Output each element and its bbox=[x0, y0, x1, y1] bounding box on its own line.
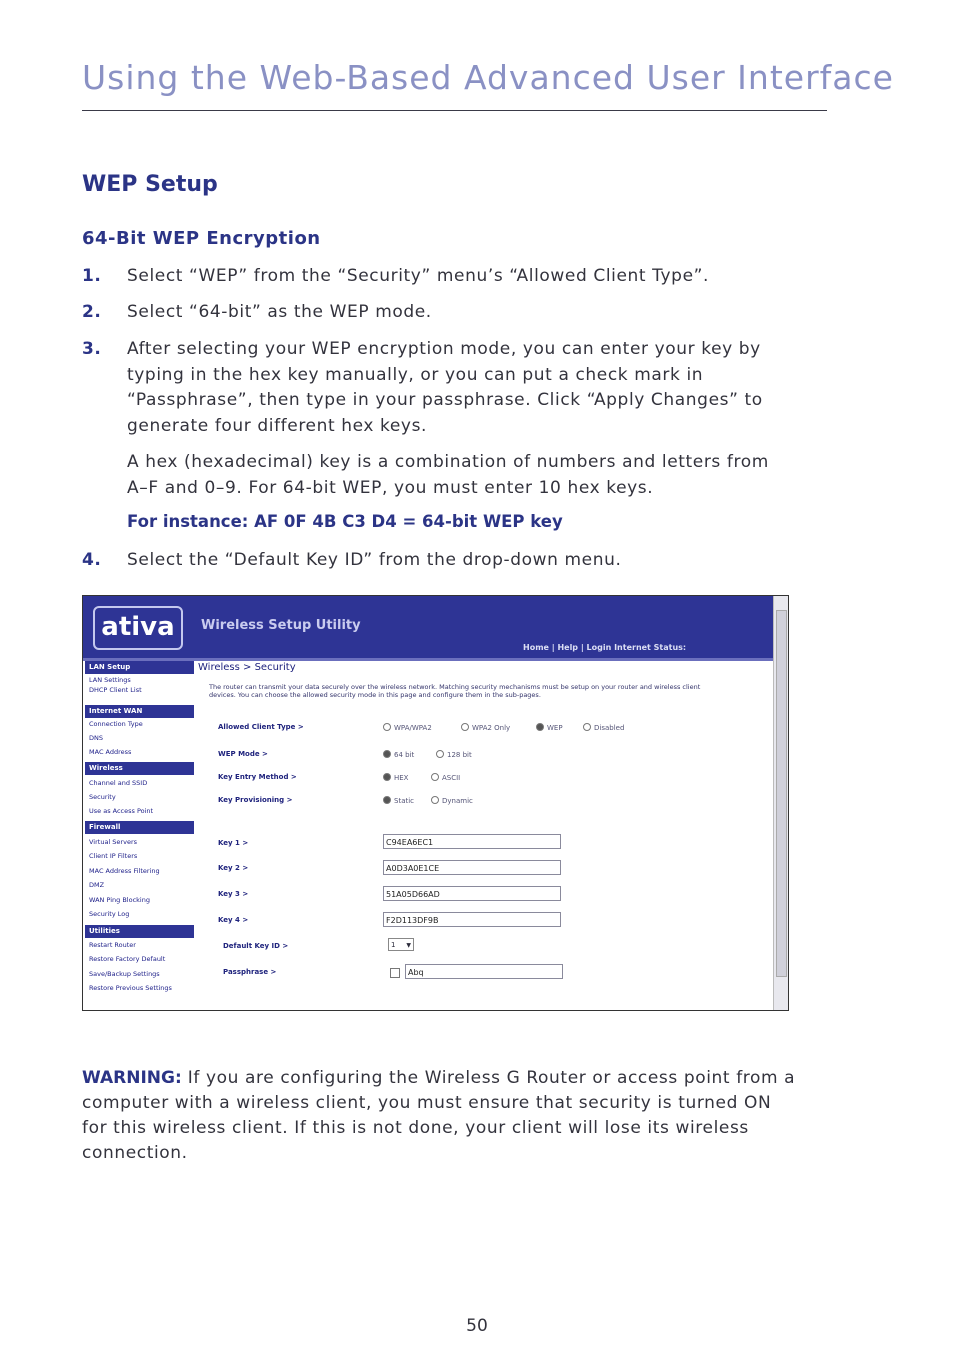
step-number: 2. bbox=[82, 302, 102, 322]
radio-icon bbox=[431, 796, 439, 804]
sidebar-item[interactable]: WAN Ping Blocking bbox=[89, 896, 150, 904]
radio-icon bbox=[431, 773, 439, 781]
sidebar bbox=[85, 661, 194, 1010]
wep-mode-label: WEP Mode > bbox=[218, 750, 268, 758]
sidebar-item[interactable]: Connection Type bbox=[89, 720, 143, 728]
warning-label: WARNING: bbox=[82, 1068, 182, 1088]
radio-icon bbox=[436, 750, 444, 758]
warning-note bbox=[82, 1066, 802, 1166]
sidebar-item[interactable]: MAC Address Filtering bbox=[89, 867, 160, 875]
radio-wep-64[interactable]: 64 bit bbox=[383, 750, 414, 759]
passphrase-label: Passphrase > bbox=[223, 968, 277, 976]
screen-page-title: Wireless > Security bbox=[198, 662, 296, 673]
instance-example: For instance: AF 0F 4B C3 D4 = 64-bit WEP key bbox=[127, 512, 563, 531]
app-title: Wireless Setup Utility bbox=[201, 618, 361, 633]
step-number: 4. bbox=[82, 550, 102, 570]
scrollbar[interactable] bbox=[773, 596, 788, 1010]
sidebar-head[interactable]: Utilities bbox=[85, 925, 194, 938]
warning-text: If you are configuring the Wireless G Router or access point from a computer with a wireless client, you must ensure that security is turned ON for this wireless client. If this is not done, your client will lose its wireless connection. bbox=[82, 1068, 796, 1163]
ativa-logo: ativa bbox=[93, 606, 183, 650]
step-number: 3. bbox=[82, 339, 102, 359]
radio-icon bbox=[383, 773, 391, 781]
sidebar-item[interactable]: Channel and SSID bbox=[89, 779, 148, 787]
radio-entry-ascii[interactable]: ASCII bbox=[431, 773, 460, 782]
step-text: Select “64-bit” as the WEP mode. bbox=[127, 302, 432, 322]
radio-client-disabled[interactable]: Disabled bbox=[583, 723, 624, 732]
sidebar-item[interactable]: DHCP Client List bbox=[89, 686, 142, 694]
router-screenshot bbox=[82, 595, 789, 1011]
sidebar-item[interactable]: DNS bbox=[89, 734, 103, 742]
allowed-client-type-label: Allowed Client Type > bbox=[218, 723, 304, 731]
radio-wep-128[interactable]: 128 bit bbox=[436, 750, 472, 759]
key2-input[interactable]: A0D3A0E1CE bbox=[383, 860, 561, 875]
default-key-id-label: Default Key ID > bbox=[223, 942, 289, 950]
passphrase-checkbox[interactable] bbox=[390, 968, 400, 978]
page-number: 50 bbox=[466, 1316, 488, 1336]
sidebar-item[interactable]: DMZ bbox=[89, 881, 105, 889]
section-title: WEP Setup bbox=[82, 172, 218, 197]
step-text: After selecting your WEP encryption mode, you can enter your key by typing in the hex key manually, or you can put a check mark in “Passphrase”, then type in your passphrase. Click “Apply Changes” to generate four different hex keys. bbox=[127, 339, 763, 436]
sidebar-item[interactable]: Use as Access Point bbox=[89, 807, 154, 815]
radio-icon bbox=[536, 723, 544, 731]
radio-client-wep[interactable]: WEP bbox=[536, 723, 563, 732]
key1-label: Key 1 > bbox=[218, 839, 249, 847]
key3-label: Key 3 > bbox=[218, 890, 249, 898]
step-3 bbox=[82, 337, 782, 441]
sidebar-item[interactable]: Client IP Filters bbox=[89, 852, 138, 860]
radio-client-wpa[interactable]: WPA/WPA2 bbox=[383, 723, 432, 732]
chevron-down-icon: ▼ bbox=[406, 942, 411, 949]
title-divider bbox=[82, 110, 827, 111]
sidebar-item[interactable]: Virtual Servers bbox=[89, 838, 138, 846]
default-key-select[interactable]: 1 ▼ bbox=[388, 938, 414, 951]
step-number: 1. bbox=[82, 266, 102, 286]
radio-prov-static[interactable]: Static bbox=[383, 796, 414, 805]
sidebar-item[interactable]: Security bbox=[89, 793, 116, 801]
app-header bbox=[83, 596, 773, 658]
key-entry-method-label: Key Entry Method > bbox=[218, 773, 297, 781]
step-text: Select “WEP” from the “Security” menu’s “Allowed Client Type”. bbox=[127, 266, 710, 286]
passphrase-input[interactable]: Abq bbox=[405, 964, 563, 979]
radio-icon bbox=[383, 723, 391, 731]
header-links: Home | Help | Login Internet Status: bbox=[523, 643, 687, 652]
radio-icon bbox=[461, 723, 469, 731]
radio-icon bbox=[583, 723, 591, 731]
page-title: Using the Web-Based Advanced User Interface bbox=[82, 58, 894, 97]
sidebar-item[interactable]: Restore Previous Settings bbox=[89, 984, 172, 992]
step-text: Select the “Default Key ID” from the drop-down menu. bbox=[127, 550, 622, 570]
sidebar-head[interactable]: Internet WAN bbox=[85, 705, 194, 718]
key4-label: Key 4 > bbox=[218, 916, 249, 924]
key-provisioning-label: Key Provisioning > bbox=[218, 796, 293, 804]
sub-title: 64-Bit WEP Encryption bbox=[82, 228, 321, 249]
key4-input[interactable]: F2D113DF9B bbox=[383, 912, 561, 927]
sidebar-item[interactable]: LAN Settings bbox=[89, 676, 131, 684]
sidebar-item[interactable]: MAC Address bbox=[89, 748, 132, 756]
sidebar-item[interactable]: Restart Router bbox=[89, 941, 136, 949]
hex-note: A hex (hexadecimal) key is a combination of numbers and letters from A–F and 0–9. For 64-bit WEP, you must enter 10 hex keys. bbox=[127, 452, 769, 498]
radio-entry-hex[interactable]: HEX bbox=[383, 773, 408, 782]
sidebar-head[interactable]: Wireless bbox=[85, 762, 194, 775]
radio-prov-dynamic[interactable]: Dynamic bbox=[431, 796, 473, 805]
sidebar-item[interactable]: Restore Factory Default bbox=[89, 955, 166, 963]
key1-input[interactable]: C94EA6EC1 bbox=[383, 834, 561, 849]
radio-icon bbox=[383, 750, 391, 758]
sidebar-item[interactable]: Save/Backup Settings bbox=[89, 970, 160, 978]
sidebar-head[interactable]: LAN Setup bbox=[85, 661, 194, 674]
step-1 bbox=[82, 264, 782, 290]
sidebar-head[interactable]: Firewall bbox=[85, 821, 194, 834]
scroll-thumb[interactable] bbox=[776, 610, 787, 977]
step-2 bbox=[82, 300, 782, 326]
screen-description: The router can transmit your data securely over the wireless network. Matching security mechanisms must be setup on your router and wireless client devices. You can choose the allowed security mode in this page and configure them in the sub-pages. bbox=[209, 683, 701, 699]
sidebar-item[interactable]: Security Log bbox=[89, 910, 130, 918]
key2-label: Key 2 > bbox=[218, 864, 249, 872]
key3-input[interactable]: 51A05D66AD bbox=[383, 886, 561, 901]
radio-client-wpa2[interactable]: WPA2 Only bbox=[461, 723, 510, 732]
step-4 bbox=[82, 548, 782, 574]
radio-icon bbox=[383, 796, 391, 804]
